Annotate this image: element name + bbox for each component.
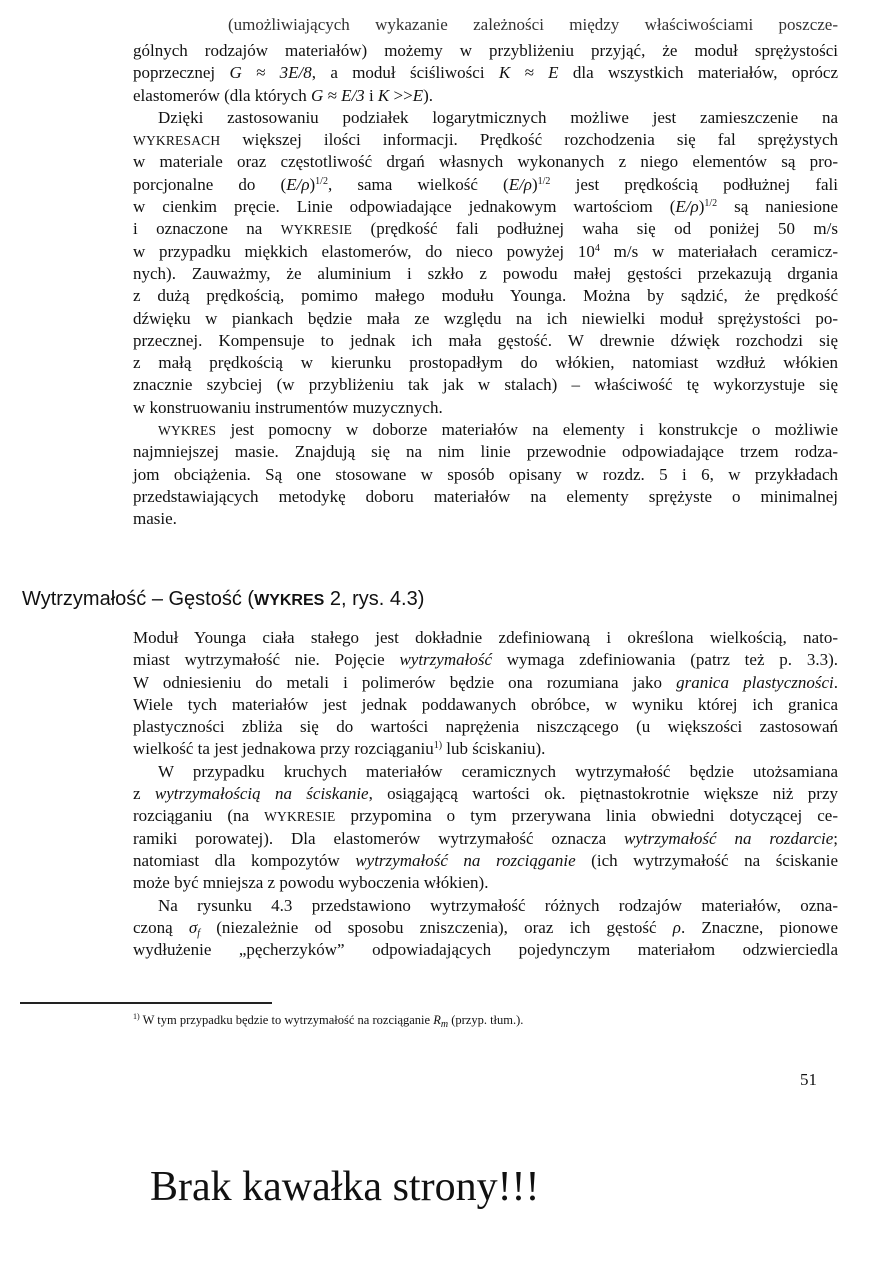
text-run: z: [133, 784, 155, 804]
heading-text: Wytrzymałość – Gęstość (: [22, 588, 255, 610]
text-line: [133, 783, 838, 805]
text-line: [133, 285, 838, 307]
superscript: 1/2: [315, 175, 328, 187]
small-caps-text: WYKRESACH: [133, 133, 221, 149]
text-line: [133, 397, 838, 419]
body-section-1: [133, 40, 838, 531]
text-run: lub ściskaniu).: [442, 739, 546, 759]
text-line: [133, 129, 838, 151]
text-line: [133, 174, 838, 196]
text-run: (prędkość fali podłużnej waha się od poniżej 50 m/s: [352, 219, 838, 239]
text-run: przedstawiających metodykę doboru materiałów na elementy sprężyste o minimalnej: [133, 486, 838, 506]
text-run: najmniejszej masie. Znajdują się na nim linie przewodnie odpowiadające trzem rodza-: [133, 442, 838, 462]
small-caps-text: WYKRES: [158, 423, 217, 439]
text-run: Na rysunku 4.3 przedstawiono wytrzymałość różnych rodzajów materiałów, ozna-: [158, 895, 838, 915]
text-run: wydłużenie „pęcherzyków” odpowiadających pojedynczym materiałom odzwierciedla: [133, 940, 838, 960]
text-line: [133, 107, 838, 129]
text-run: większej ilości informacji. Prędkość rozchodzenia się fal sprężystych: [220, 130, 838, 150]
text-run: znacznie szybciej (w przybliżeniu tak jak w stalach) – właściwość tę wykorzystuje się: [133, 375, 838, 395]
text-run: przecznej. Kompensuje to jednak ich mała gęstość. W drewnie dźwięk rozchodzi się: [133, 330, 838, 350]
italic-text: wytrzymałością na ściskanie: [154, 784, 369, 804]
text-run: >>: [389, 85, 413, 105]
text-run: przypomina o tym przerywana linia obwiedni dotyczącej ce-: [335, 806, 838, 826]
text-run: . Znaczne, pionowe: [680, 917, 838, 937]
cut-off-top-line: [133, 14, 838, 36]
superscript: 1/2: [537, 175, 551, 187]
footnote-tail: (przyp. tłum.).: [448, 1013, 524, 1027]
text-run: masie.: [133, 509, 177, 529]
text-run: ).: [423, 85, 434, 105]
text-line: [133, 151, 838, 173]
text-run: czoną: [133, 917, 189, 937]
text-line: [133, 508, 838, 530]
text-run: .: [833, 672, 839, 692]
text-run: ramiki porowatej). Dla elastomerów wytrzymałość oznacza: [133, 828, 625, 848]
text-line: [133, 716, 838, 738]
footnote-text: W tym przypadku będzie to wytrzymałość na rozciąganie: [139, 1013, 434, 1027]
text-run: rozciąganiu (na: [133, 806, 265, 826]
text-line: [133, 939, 838, 961]
superscript: 4: [594, 242, 600, 254]
text-line: [133, 627, 838, 649]
footnote-symbol-sub: m: [440, 1019, 449, 1030]
text-line: [133, 464, 838, 486]
text-run: ): [698, 197, 705, 217]
footnote-marker: 1): [133, 1012, 140, 1021]
superscript: 1/2: [704, 198, 718, 210]
small-caps-text: WYKRESIE: [264, 809, 336, 825]
text-run: miast wytrzymałość nie. Pojęcie: [133, 650, 400, 670]
text-line: [133, 672, 838, 694]
text-run: Moduł Younga ciała stałego jest dokładnie zdefiniowaną i określona wielkością, nato-: [133, 628, 838, 647]
text-line: [133, 738, 838, 760]
text-line: [133, 40, 838, 62]
italic-text: K ≈ E: [498, 63, 559, 83]
italic-text: wytrzymałość na rozciąganie: [355, 850, 576, 870]
text-run: Dzięki zastosowaniu podziałek logarytmicznych możliwe jest zamieszczenie na: [158, 107, 838, 127]
text-run: (niezależnie od sposobu zniszczenia), oraz ich gęstość: [200, 917, 673, 937]
text-line: [133, 218, 838, 240]
text-run: , osiągającą wartości ok. piętnastokrotnie większe niż przy: [368, 784, 838, 804]
footnote-divider: [20, 1002, 272, 1004]
text-run: w przypadku miękkich elastomerów, do nieco powyżej 10: [133, 241, 595, 261]
text-line: [133, 895, 838, 917]
text-line: [133, 441, 838, 463]
italic-text: ρ: [672, 917, 681, 937]
text-run: jom obciążenia. Są one stosowane w sposób opisany w rozdz. 5 i 6, w przykładach: [133, 464, 838, 484]
text-run: wielkość ta jest jednakowa przy rozciąganiu: [133, 739, 434, 759]
italic-text: wytrzymałość: [399, 650, 492, 670]
text-line: [133, 872, 838, 894]
text-run: poprzecznej: [133, 63, 230, 83]
text-run: i: [364, 85, 378, 105]
text-line: [133, 374, 838, 396]
page-number: 51: [800, 1070, 817, 1089]
text-line: [133, 308, 838, 330]
text-run: z dużą prędkością, pomimo małego modułu Younga. Można by sądzić, że prędkość: [133, 286, 838, 306]
text-run: m/s w materiałach ceramicz-: [599, 241, 838, 261]
superscript: 1): [433, 740, 443, 752]
text-line: [133, 352, 838, 374]
text-line: [133, 85, 838, 107]
text-run: i oznaczone na: [133, 219, 281, 239]
text-run: może być mniejsza z powodu wyboczenia włókien).: [133, 873, 489, 893]
text-line: [133, 649, 838, 671]
text-run: są naniesione: [717, 197, 838, 217]
text-line: [133, 486, 838, 508]
text-run: W odniesieniu do metali i polimerów będzie ona rozumiana jako: [133, 672, 677, 692]
italic-text: G ≈ E/3: [310, 85, 365, 105]
text-run: jest prędkością podłużnej fali: [550, 174, 838, 194]
text-line: [133, 805, 838, 827]
text-run: , a moduł ściśliwości: [311, 63, 499, 83]
text-run: w konstruowaniu instrumentów muzycznych.: [133, 397, 443, 417]
text-line: [133, 917, 838, 939]
text-run: z małą prędkością w kierunku prostopadłym do włókien, natomiast wzdłuż włókien: [133, 353, 838, 373]
footnote: [133, 1013, 523, 1028]
text-run: dla wszystkich materiałów, oprócz: [558, 63, 839, 83]
text-line: [133, 330, 838, 352]
text-run: (ich wytrzymałość na ściskanie: [575, 850, 839, 870]
text-run: dźwięku w piankach będzie mała ze względu na ich niewielki moduł sprężystości po-: [133, 308, 838, 328]
text-line: [133, 196, 838, 218]
text-line: [133, 850, 838, 872]
italic-text: granica plastyczności: [676, 672, 834, 692]
text-line: [133, 419, 838, 441]
text-line: [133, 694, 838, 716]
italic-text: σ: [188, 917, 198, 937]
text-line: [133, 263, 838, 285]
text-run: porcjonalne do (: [133, 174, 287, 194]
text-line: [133, 828, 838, 850]
text-line: [133, 761, 838, 783]
text-run: elastomerów (dla których: [133, 85, 311, 105]
subscript: f: [197, 927, 201, 939]
footnote-symbol: R: [433, 1013, 441, 1027]
text-run: W przypadku kruchych materiałów ceramicznych wytrzymałość będzie utożsamiana: [158, 761, 838, 781]
text-run: natomiast dla kompozytów: [133, 850, 356, 870]
heading-wykres: WYKRES: [254, 592, 325, 609]
italic-text: E/ρ: [286, 174, 310, 194]
text-run: nych). Zauważmy, że aluminium i szkło z powodu małej gęstości przekazują drgania: [133, 263, 838, 283]
text-run: jest pomocny w doborze materiałów na elementy i konstrukcje o możliwie: [216, 420, 838, 440]
small-caps-text: WYKRESIE: [280, 222, 353, 238]
text-run: ;: [833, 828, 838, 848]
italic-text: E: [412, 85, 424, 105]
text-run: ): [531, 174, 538, 194]
section-heading: [22, 588, 424, 611]
italic-text: wytrzymałość na rozdarcie: [624, 828, 834, 848]
italic-text: K: [377, 85, 390, 105]
italic-text: E/ρ: [508, 174, 532, 194]
text-run: w cienkim pręcie. Linie odpowiadające jednakowym wartościom (: [133, 197, 676, 217]
body-section-2: [133, 627, 838, 961]
italic-text: E/ρ: [675, 197, 699, 217]
missing-page-note: Brak kawałka strony!!!: [150, 1164, 540, 1210]
text-run: Wiele tych materiałów jest jednak poddawanych obróbce, w wyniku której ich granica: [133, 694, 838, 714]
text-run: gólnych rodzajów materiałów) możemy w przybliżeniu przyjąć, że moduł sprężystości: [133, 41, 838, 60]
heading-ref: 2, rys. 4.3): [324, 588, 425, 610]
italic-text: G ≈ 3E/8: [229, 63, 312, 83]
text-run: , sama wielkość (: [327, 174, 509, 194]
text-line: (umożliwiających wykazanie zależności między właściwościami poszcze-: [228, 15, 838, 34]
text-run: w materiale oraz częstotliwość drgań własnych wykonanych z niego elementów są pro-: [133, 152, 838, 172]
text-run: wymaga zdefiniowania (patrz też p. 3.3).: [491, 650, 838, 670]
text-run: ): [309, 174, 316, 194]
text-run: plastyczności zbliża się do wartości naprężenia niszczącego (u większości zastosowań: [133, 717, 838, 737]
text-line: [133, 62, 838, 84]
text-line: [133, 241, 838, 263]
